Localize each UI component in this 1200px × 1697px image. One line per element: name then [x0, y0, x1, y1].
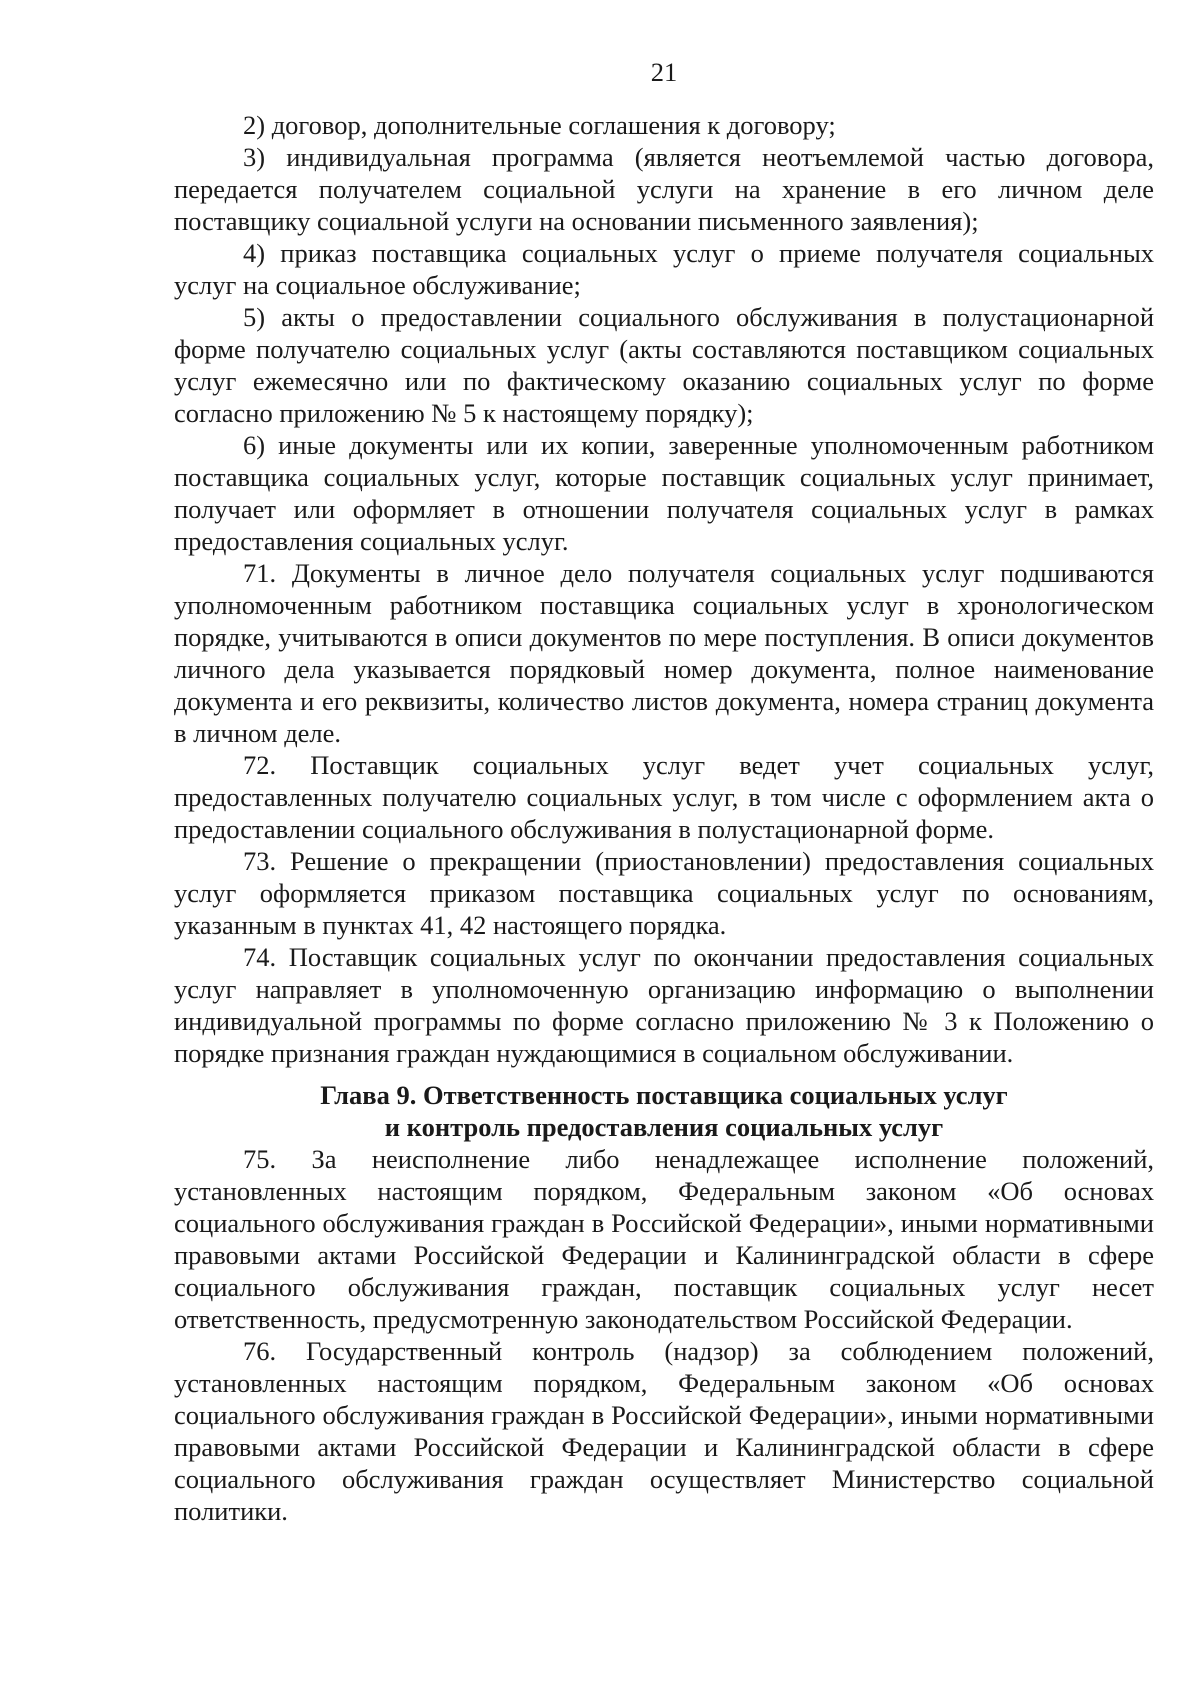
chapter-heading-line-2: и контроль предоставления социальных услуг — [384, 1112, 944, 1142]
chapter-heading-line-1: Глава 9. Ответственность поставщика социальных услуг — [320, 1080, 1008, 1110]
page-number: 21 — [650, 57, 678, 87]
paragraph-72: 72. Поставщик социальных услуг ведет учет социальных услуг, предоставленных получателю социальных услуг, в том числе с оформлением акта о предоставлении социального обслуживания в полустационарной форме. — [174, 750, 1154, 844]
paragraph-73: 73. Решение о прекращении (приостановлении) предоставления социальных услуг оформляется приказом поставщика социальных услуг по основаниям, указанным в пунктах 41, 42 настоящего порядка. — [174, 846, 1154, 940]
list-item-2: 2) договор, дополнительные соглашения к договору; — [243, 110, 836, 140]
chapter-heading — [174, 1079, 1154, 1143]
list-item-3: 3) индивидуальная программа (является неотъемлемой частью договора, передается получателем социальной услуги на хранение в его личном деле поставщику социальной услуги на основании письменного заявления); — [174, 142, 1154, 236]
document-page — [174, 52, 1154, 1527]
list-item-5: 5) акты о предоставлении социального обслуживания в полустационарной форме получателю социальных услуг (акты составляются поставщиком социальных услуг ежемесячно или по фактическому оказанию социальных услуг по форме согласно приложению № 5 к настоящему порядку); — [174, 302, 1154, 428]
paragraph-74: 74. Поставщик социальных услуг по окончании предоставления социальных услуг направляет в уполномоченную организацию информацию о выполнении индивидуальной программы по форме согласно приложению № 3 к Положению о порядке признания граждан нуждающимися в социальном обслуживании. — [174, 942, 1154, 1068]
list-item-6: 6) иные документы или их копии, заверенные уполномоченным работником поставщика социальных услуг, которые поставщик социальных услуг принимает, получает или оформляет в отношении получателя социальных услуг в рамках предоставления социальных услуг. — [174, 430, 1154, 556]
paragraph-75: 75. За неисполнение либо ненадлежащее исполнение положений, установленных настоящим порядком, Федеральным законом «Об основах социального обслуживания граждан в Российской Федерации», иными нормативными правовыми актами Российской Федерации и Калининградской области в сфере социального обслуживания граждан, поставщик социальных услуг несет ответственность, предусмотренную законодательством Российской Федерации. — [174, 1144, 1154, 1334]
list-item-4: 4) приказ поставщика социальных услуг о приеме получателя социальных услуг на социальное обслуживание; — [174, 238, 1154, 300]
paragraph-71: 71. Документы в личное дело получателя социальных услуг подшиваются уполномоченным работником поставщика социальных услуг в хронологическом порядке, учитываются в описи документов по мере поступления. В описи документов личного дела указывается порядковый номер документа, полное наименование документа и его реквизиты, количество листов документа, номера страниц документа в личном деле. — [174, 558, 1154, 748]
paragraph-76: 76. Государственный контроль (надзор) за соблюдением положений, установленных настоящим порядком, Федеральным законом «Об основах социального обслуживания граждан в Российской Федерации», иными нормативными правовыми актами Российской Федерации и Калининградской области в сфере социального обслуживания граждан осуществляет Министерство социальной политики. — [174, 1336, 1154, 1526]
